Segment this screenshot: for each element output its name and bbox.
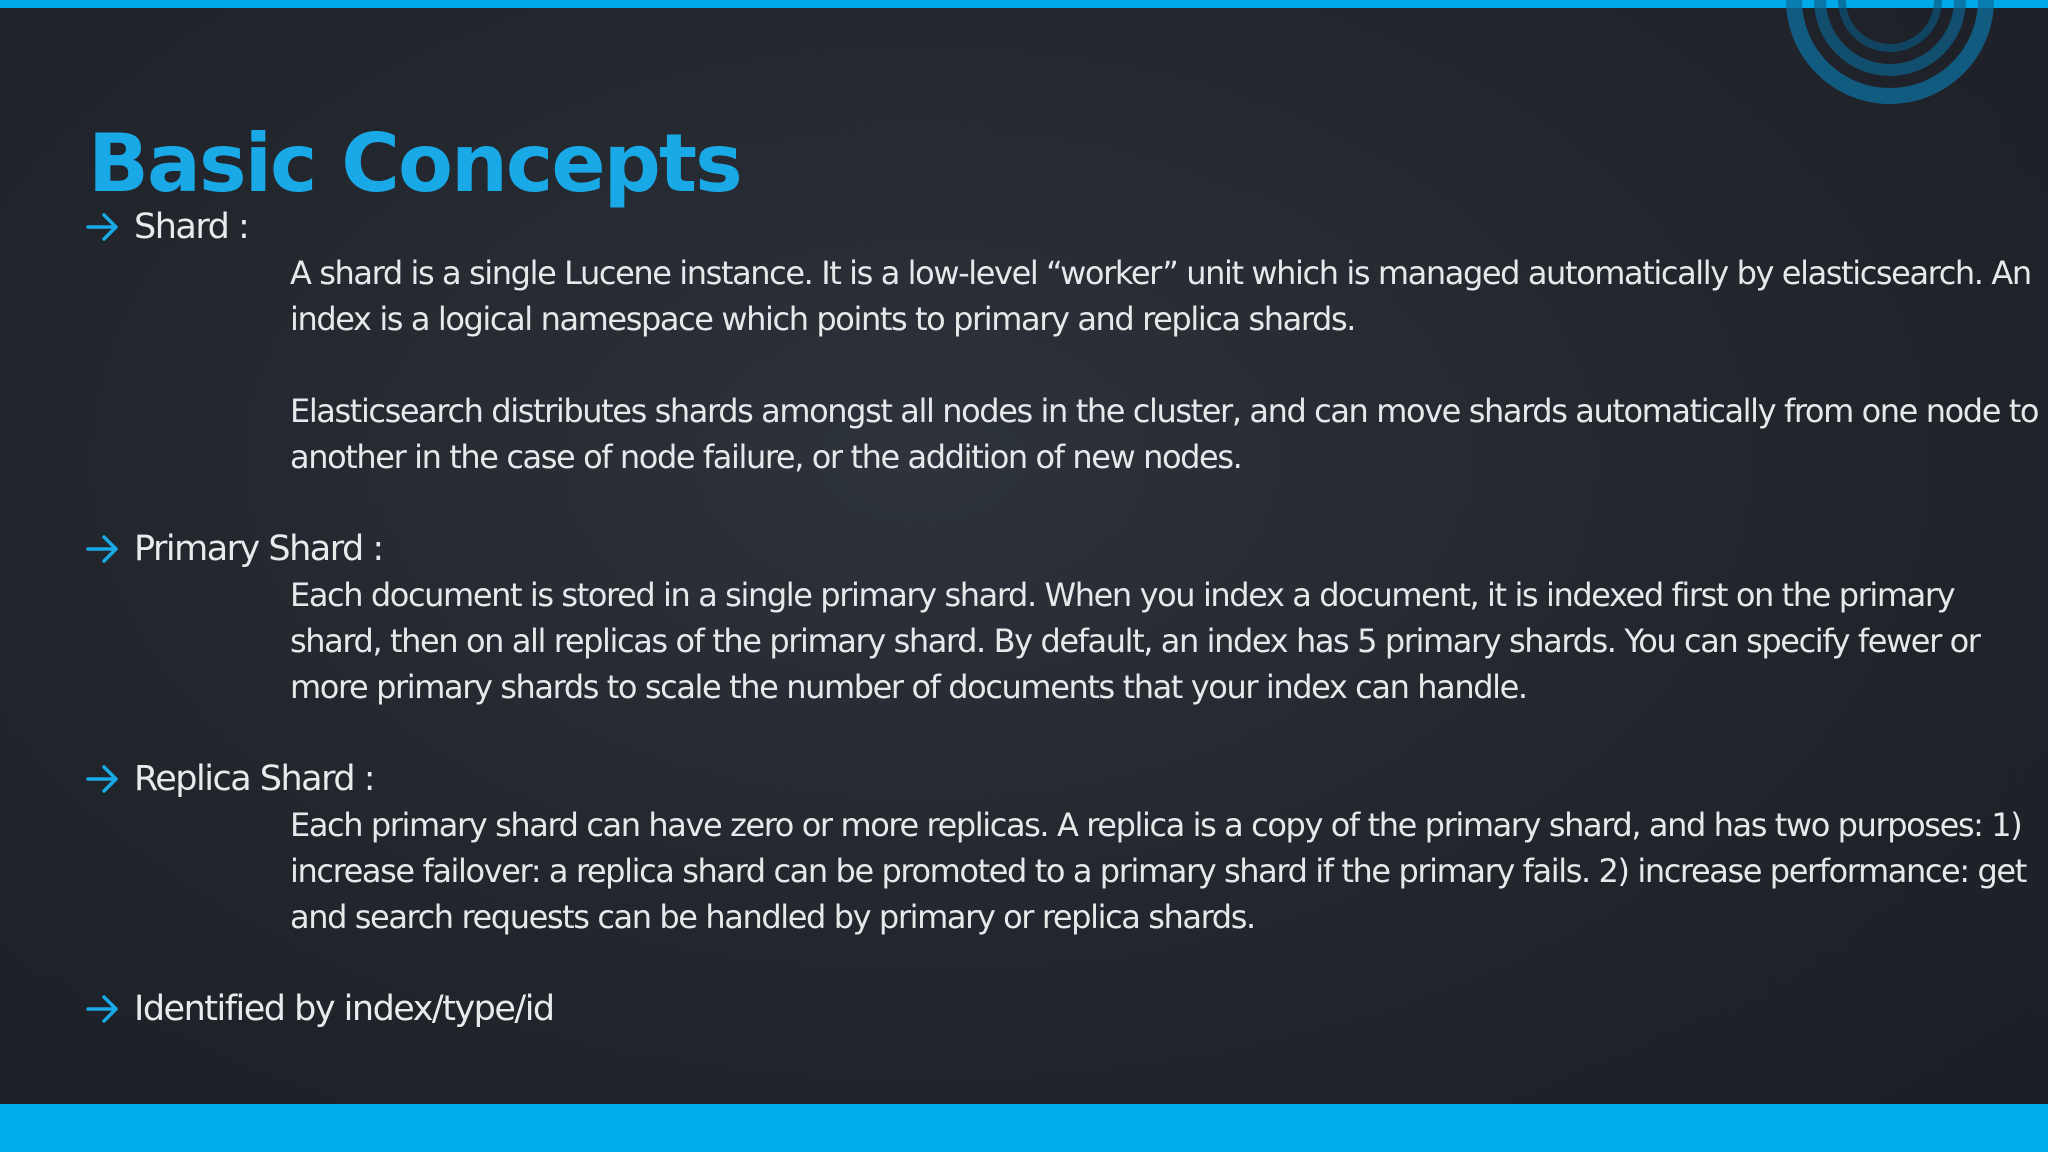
bullet-heading: Shard :	[134, 207, 249, 247]
arrow-right-icon	[86, 534, 120, 564]
concentric-arcs-logo-icon	[1780, 0, 2000, 150]
arrow-right-icon	[86, 212, 120, 242]
bullet-row	[86, 204, 2006, 250]
slide-content	[86, 204, 2039, 1032]
top-accent-bar	[0, 0, 2048, 8]
bullet-paragraph: Each primary shard can have zero or more replicas. A replica is a copy of the primary shard, and has two purposes: 1) increase failover: a replica shard can be promoted to a primary shard if the primary fails. 2) increase performance: get and search requests can be handled by primary or replica shards.	[290, 806, 2026, 936]
bullet-row	[86, 526, 2006, 572]
bullet-row	[86, 986, 2006, 1032]
bottom-accent-bar	[0, 1104, 2048, 1152]
bullet-paragraph: Each document is stored in a single primary shard. When you index a document, it is indexed first on the primary shard, then on all replicas of the primary shard. By default, an index has 5 primary shards. You can specify fewer or more primary shards to scale the number of documents that your index can handle.	[290, 576, 1980, 706]
arrow-right-icon	[86, 764, 120, 794]
bullet-shard	[86, 204, 2039, 526]
arrow-right-icon	[86, 994, 120, 1024]
bullet-replica-shard	[86, 756, 2026, 986]
bullet-heading: Replica Shard :	[134, 759, 375, 799]
bullet-heading: Identified by index/type/id	[134, 989, 554, 1029]
bullet-identified-by	[86, 986, 2006, 1032]
bullet-primary-shard	[86, 526, 2006, 756]
bullet-row	[86, 756, 2006, 802]
bullet-paragraph: Elasticsearch distributes shards amongst all nodes in the cluster, and can move shards automatically from one node to another in the case of node failure, or the addition of new nodes.	[290, 392, 2039, 476]
bullet-heading: Primary Shard :	[134, 529, 383, 569]
bullet-paragraph: A shard is a single Lucene instance. It is a low-level “worker” unit which is managed automatically by elasticsearch. An index is a logical namespace which points to primary and replica shards.	[290, 254, 2031, 338]
slide-title: Basic Concepts	[88, 116, 741, 210]
